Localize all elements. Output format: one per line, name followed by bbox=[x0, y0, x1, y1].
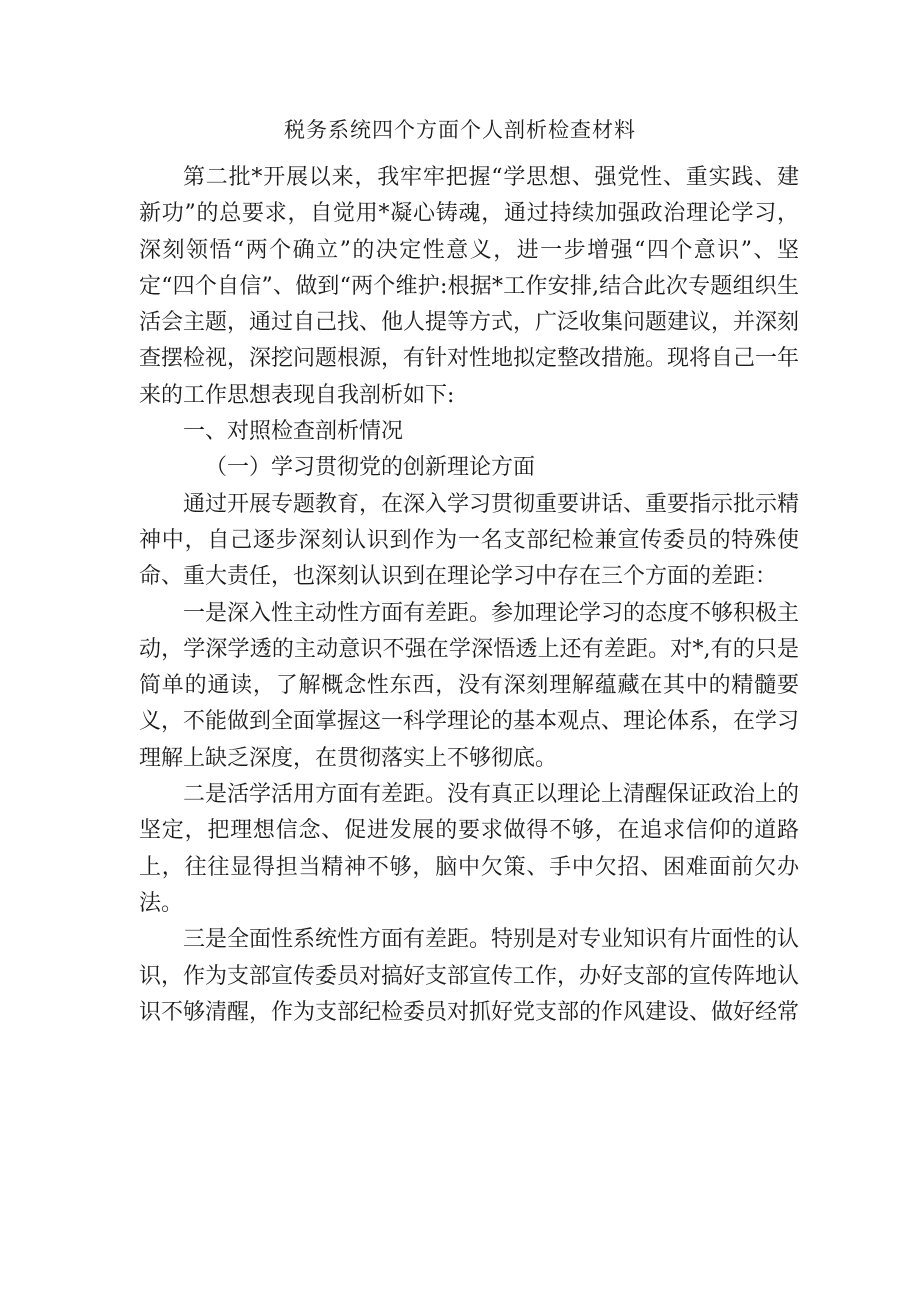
section-heading-1: 一、对照检查剖析情况 bbox=[183, 419, 404, 445]
body-paragraph: 三是全面性系统性方面有差距。特别是对专业知识有片面性的认识，作为支部宣传委员对搞好支部宣传工作，办好支部的宣传阵地认识不够清醒，作为支部纪检委员对抓好党支部的作风建设、做好经常 bbox=[139, 927, 800, 1025]
body-paragraph: 二是活学活用方面有差距。没有真正以理论上清醒保证政治上的坚定，把理想信念、促进发展的要求做得不够，在追求信仰的道路上，往往显得担当精神不够，脑中欠策、手中欠招、困难面前欠办法。 bbox=[139, 782, 800, 916]
subsection-heading-1: （一）学习贯彻党的创新理论方面 bbox=[205, 455, 536, 481]
document-body bbox=[139, 160, 799, 1031]
intro-paragraph: 第二批*开展以来，我牢牢把握“学思想、强党性、重实践、建新功”的总要求，自觉用*凝心铸魂，通过持续加强政治理论学习，深刻领悟“两个确立”的决定性意义，进一步增强“四个意识”、坚定“四个自信”、做到“两个维护:根据*工作安排,结合此次专题组织生活会主题，通过自己找、他人提等方式，广泛收集问题建议，并深刻查摆检视，深挖问题根源，有针对性地拟定整改措施。现将自己一年来的工作思想表现自我剖析如下: bbox=[139, 165, 800, 408]
body-paragraph: 一是深入性主动性方面有差距。参加理论学习的态度不够积极主动，学深学透的主动意识不强在学深悟透上还有差距。对*,有的只是简单的通读，了解概念性东西，没有深刻理解蕴藏在其中的精髓要义，不能做到全面掌握这一科学理论的基本观点、理论体系，在学习理解上缺乏深度，在贯彻落实上不够彻底。 bbox=[139, 600, 800, 771]
document-title: 税务系统四个方面个人剖析检查材料 bbox=[284, 118, 636, 142]
body-paragraph: 通过开展专题教育，在深入学习贯彻重要讲话、重要指示批示精神中，自己逐步深刻认识到作为一名支部纪检兼宣传委员的特殊使命、重大责任，也深刻认识到在理论学习中存在三个方面的差距： bbox=[139, 491, 800, 590]
